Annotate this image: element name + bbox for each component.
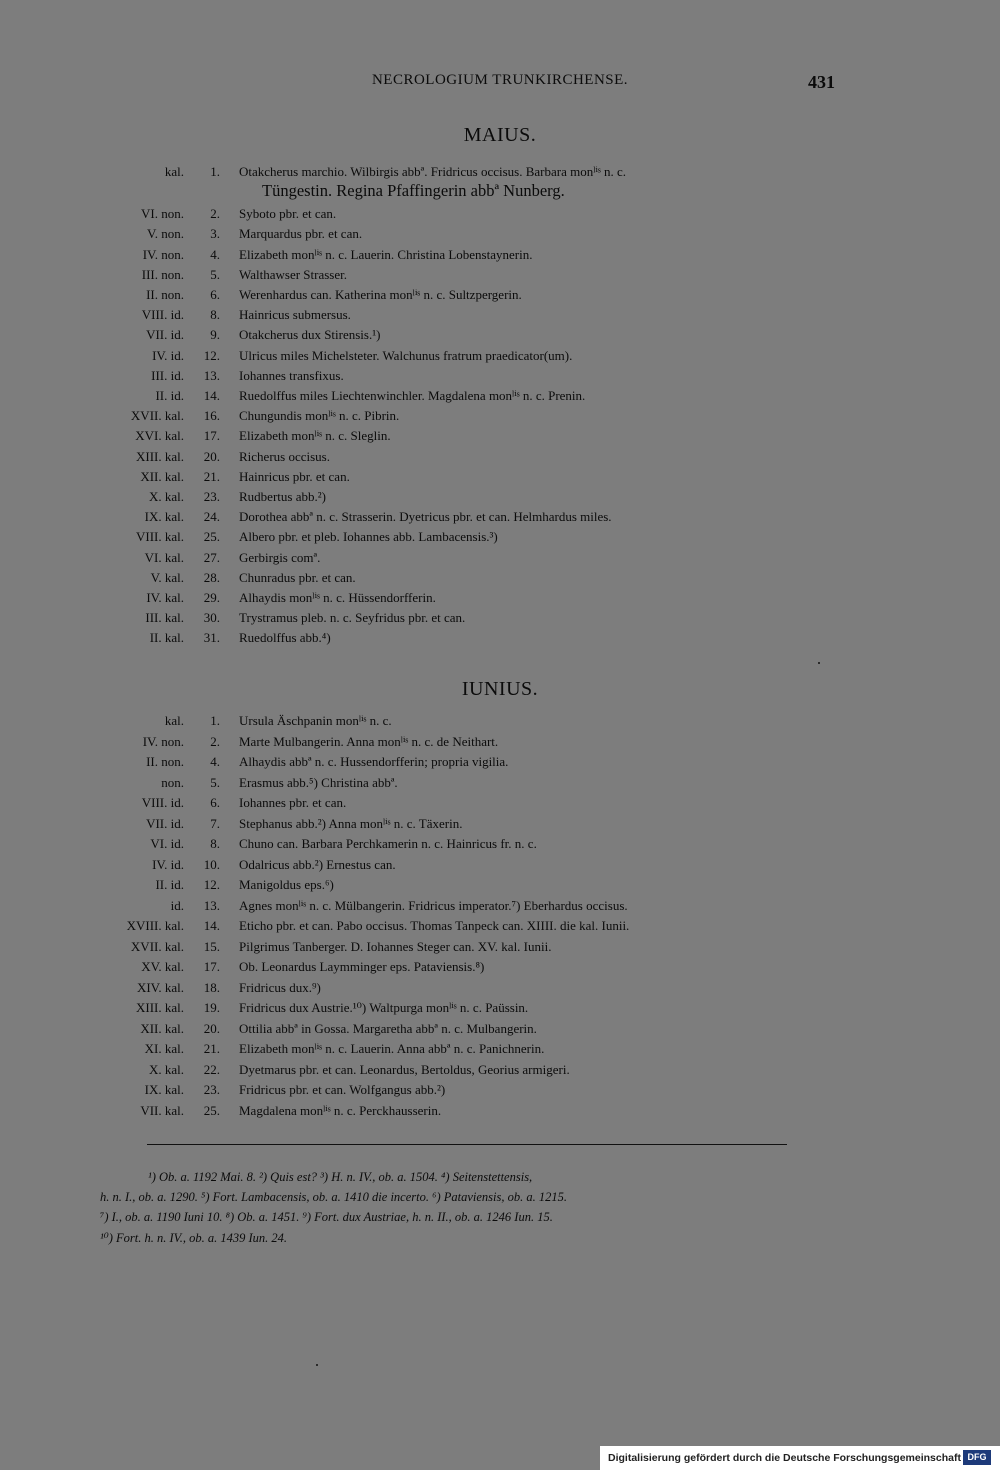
entry-day-number: 8. bbox=[210, 307, 220, 323]
credit-text: Digitalisierung gefördert durch die Deutsche Forschungsgemeinschaft bbox=[608, 1452, 961, 1464]
entry-row bbox=[0, 816, 1000, 836]
entry-row bbox=[0, 287, 1000, 307]
entry-row bbox=[0, 327, 1000, 347]
entry-day-number: 5. bbox=[210, 774, 220, 790]
entry-date: III. kal. bbox=[145, 610, 184, 626]
entry-row bbox=[0, 388, 1000, 408]
entry-row bbox=[0, 1103, 1000, 1123]
entry-row bbox=[0, 509, 1000, 529]
entry-day-number: 18. bbox=[203, 979, 220, 995]
entry-row bbox=[0, 918, 1000, 938]
entry-date: XII. kal. bbox=[140, 1020, 184, 1036]
entry-row bbox=[0, 713, 1000, 733]
entry-row bbox=[0, 795, 1000, 815]
entry-date: VI. non. bbox=[141, 206, 184, 222]
entry-row bbox=[0, 857, 1000, 877]
entry-row bbox=[0, 836, 1000, 856]
entry-day-number: 4. bbox=[210, 754, 220, 769]
entry-date: IV. id. bbox=[152, 856, 184, 872]
entry-date: II. kal. bbox=[149, 630, 184, 646]
entry-day-number: 6. bbox=[210, 795, 220, 810]
entry-row bbox=[0, 368, 1000, 388]
footnote-line: ¹⁰) Fort. h. n. IV., ob. a. 1439 Iun. 24. bbox=[100, 1231, 287, 1245]
entry-text: Iohannes pbr. et can. bbox=[239, 795, 347, 810]
entry-day-number: 1. bbox=[210, 713, 220, 728]
entry-date: XIII. kal. bbox=[135, 448, 184, 464]
entry-day-number: 21. bbox=[203, 1041, 220, 1056]
footnote-line: ⁷) I., ob. a. 1190 Iuni 10. ⁸) Ob. a. 1451. ⁹) Fort. dux Austriae, h. n. II., ob. a. 1246 Iun. 15. bbox=[100, 1210, 553, 1224]
entry-day-number: 28. bbox=[203, 569, 220, 585]
entry-date: XVII. kal. bbox=[130, 408, 184, 424]
entry-row bbox=[0, 1062, 1000, 1082]
entry-text: Otakcherus marchio. Wilbirgis abbª. Fridricus occisus. Barbara monˡⁱˢ n. c. bbox=[239, 164, 627, 179]
entry-date: XV. kal. bbox=[141, 959, 184, 974]
entry-date: IV. non. bbox=[142, 733, 184, 749]
entry-text: Ruedolffus miles Liechtenwinchler. Magdalena monˡⁱˢ n. c. Prenin. bbox=[239, 388, 586, 403]
footnote-line: ¹) Ob. a. 1192 Mai. 8. ²) Quis est? ³) H. n. IV., ob. a. 1504. ⁴) Seitenstettensis, bbox=[148, 1170, 533, 1184]
entry-date: V. non. bbox=[147, 226, 184, 242]
entry-text: Fridricus pbr. et can. Wolfgangus abb.²) bbox=[239, 1082, 446, 1097]
entry-row bbox=[0, 206, 1000, 226]
entry-row bbox=[0, 630, 1000, 650]
entry-day-number: 10. bbox=[203, 856, 220, 872]
entry-day-number: 20. bbox=[203, 1020, 220, 1036]
entry-continuation: Tüngestin. Regina Pfaffingerin abbª Nunberg. bbox=[262, 181, 565, 201]
entry-row bbox=[0, 550, 1000, 570]
entry-date: III. id. bbox=[151, 367, 184, 383]
entry-date: IX. kal. bbox=[144, 1082, 184, 1097]
section-title-iunius: IUNIUS. bbox=[461, 678, 539, 700]
entry-text: Dorothea abbª n. c. Strasserin. Dyetricus pbr. et can. Helmhardus miles. bbox=[239, 509, 612, 525]
entry-day-number: 22. bbox=[203, 1061, 220, 1077]
entry-day-number: 2. bbox=[210, 733, 220, 749]
entry-text: Manigoldus eps.⁶) bbox=[239, 877, 334, 892]
entry-row bbox=[0, 734, 1000, 754]
entry-row bbox=[0, 428, 1000, 448]
entry-day-number: 1. bbox=[210, 164, 220, 179]
running-title: NECROLOGIUM TRUNKIRCHENSE. bbox=[371, 72, 629, 88]
entry-day-number: 17. bbox=[203, 959, 220, 974]
entry-row bbox=[0, 1021, 1000, 1041]
entry-day-number: 29. bbox=[203, 590, 220, 605]
entry-row bbox=[0, 754, 1000, 774]
footnote-line: h. n. I., ob. a. 1290. ⁵) Fort. Lambacensis, ob. a. 1410 die incerto. ⁶) Pataviensis, ob. a. 1215. bbox=[100, 1190, 567, 1204]
entry-day-number: 24. bbox=[203, 509, 220, 525]
entry-day-number: 31. bbox=[203, 630, 220, 646]
entry-row bbox=[0, 959, 1000, 979]
entry-date: XI. kal. bbox=[144, 1041, 184, 1056]
entry-date: III. non. bbox=[141, 266, 184, 282]
entry-date: II. id. bbox=[155, 388, 184, 403]
entry-text: Fridricus dux Austrie.¹⁰) Waltpurga monˡⁱˢ n. c. Paüssin. bbox=[239, 1000, 529, 1015]
entry-date: XII. kal. bbox=[140, 468, 184, 484]
entry-text: Rudbertus abb.²) bbox=[239, 489, 326, 504]
page-number: 431 bbox=[808, 72, 835, 92]
entry-date: VIII. id. bbox=[141, 795, 184, 810]
entry-day-number: 13. bbox=[203, 367, 220, 383]
entry-row bbox=[0, 1082, 1000, 1102]
entry-row bbox=[0, 348, 1000, 368]
entry-text: Magdalena monˡⁱˢ n. c. Perckhausserin. bbox=[239, 1102, 442, 1118]
entry-date: XIV. kal. bbox=[136, 979, 184, 995]
entry-text: Chungundis monˡⁱˢ n. c. Pibrin. bbox=[239, 408, 400, 424]
entry-date: IV. non. bbox=[142, 246, 184, 262]
entry-row bbox=[0, 469, 1000, 489]
entry-date: IX. kal. bbox=[144, 509, 184, 525]
entry-day-number: 23. bbox=[203, 489, 220, 504]
entry-date: non. bbox=[161, 774, 184, 790]
entry-row bbox=[0, 570, 1000, 590]
entry-text: Chunradus pbr. et can. bbox=[239, 569, 356, 585]
entry-row bbox=[0, 529, 1000, 549]
entry-day-number: 7. bbox=[210, 815, 220, 831]
entry-date: IV. kal. bbox=[146, 590, 184, 605]
footnote-divider bbox=[147, 1144, 787, 1145]
entry-day-number: 15. bbox=[203, 938, 220, 954]
entry-row bbox=[0, 939, 1000, 959]
entry-date: II. id. bbox=[155, 877, 184, 892]
entry-text: Hainricus submersus. bbox=[239, 307, 351, 323]
entry-date: II. non. bbox=[146, 754, 184, 769]
speck-mark bbox=[818, 662, 820, 664]
entry-text: Elizabeth monˡⁱˢ n. c. Lauerin. Christina Lobenstaynerin. bbox=[239, 246, 533, 262]
entry-day-number: 25. bbox=[203, 1102, 220, 1118]
entry-day-number: 16. bbox=[203, 408, 220, 424]
dfg-logo-icon: DFG bbox=[963, 1450, 991, 1465]
entry-text: Marte Mulbangerin. Anna monˡⁱˢ n. c. de Neithart. bbox=[239, 733, 499, 749]
entry-day-number: 21. bbox=[203, 468, 220, 484]
entry-text: Chuno can. Barbara Perchkamerin n. c. Hainricus fr. n. c. bbox=[239, 836, 537, 851]
entry-text: Albero pbr. et pleb. Iohannes abb. Lambacensis.³) bbox=[239, 529, 498, 545]
entry-text: Pilgrimus Tanberger. D. Iohannes Steger can. XV. kal. Iunii. bbox=[239, 938, 552, 954]
entry-text: Marquardus pbr. et can. bbox=[239, 226, 363, 242]
entry-row bbox=[0, 226, 1000, 246]
entry-row bbox=[0, 449, 1000, 469]
entry-date: kal. bbox=[164, 164, 184, 179]
entry-day-number: 23. bbox=[203, 1082, 220, 1097]
entry-text: Walthawser Strasser. bbox=[239, 266, 347, 282]
entry-day-number: 30. bbox=[203, 610, 220, 626]
entry-text: Syboto pbr. et can. bbox=[239, 206, 337, 222]
entry-text: Fridricus dux.⁹) bbox=[239, 979, 321, 995]
entry-row bbox=[0, 267, 1000, 287]
entry-row bbox=[0, 307, 1000, 327]
entry-date: VII. kal. bbox=[140, 1102, 184, 1118]
entry-date: V. kal. bbox=[150, 569, 184, 585]
entry-day-number: 8. bbox=[210, 836, 220, 851]
entry-date: id. bbox=[170, 897, 184, 913]
entry-row bbox=[0, 610, 1000, 630]
entry-date: X. kal. bbox=[148, 1061, 184, 1077]
entry-text: Ottilia abbª in Gossa. Margaretha abbª n. c. Mulbangerin. bbox=[239, 1020, 537, 1036]
entry-day-number: 6. bbox=[210, 287, 220, 302]
entry-row bbox=[0, 1000, 1000, 1020]
entry-row bbox=[0, 1041, 1000, 1061]
entry-day-number: 3. bbox=[210, 226, 220, 242]
entry-date: VI. id. bbox=[150, 836, 184, 851]
entry-text: Richerus occisus. bbox=[239, 448, 330, 464]
entry-date: VII. id. bbox=[146, 327, 184, 343]
entry-text: Alhaydis abbª n. c. Hussendorfferin; propria vigilia. bbox=[239, 754, 509, 769]
entry-day-number: 17. bbox=[203, 428, 220, 444]
entry-day-number: 14. bbox=[203, 918, 220, 933]
digitization-credit-bar bbox=[600, 1446, 1000, 1470]
entry-row bbox=[0, 775, 1000, 795]
entry-date: VII. id. bbox=[146, 815, 184, 831]
entry-day-number: 12. bbox=[203, 347, 220, 363]
entry-text: Hainricus pbr. et can. bbox=[239, 468, 350, 484]
entry-day-number: 19. bbox=[203, 1000, 220, 1015]
entry-row bbox=[0, 590, 1000, 610]
entry-text: Ulricus miles Michelsteter. Walchunus fratrum praedicator(um). bbox=[239, 347, 573, 363]
entry-row bbox=[0, 489, 1000, 509]
entry-text: Elizabeth monˡⁱˢ n. c. Sleglin. bbox=[239, 428, 391, 444]
entry-day-number: 27. bbox=[203, 549, 220, 565]
entry-row bbox=[0, 247, 1000, 267]
entry-text: Ruedolffus abb.⁴) bbox=[239, 630, 331, 646]
entry-day-number: 4. bbox=[210, 246, 220, 262]
entry-day-number: 12. bbox=[203, 877, 220, 892]
entry-text: Iohannes transfixus. bbox=[239, 367, 344, 383]
entry-day-number: 13. bbox=[203, 897, 220, 913]
entry-text: Ob. Leonardus Laymminger eps. Pataviensis.⁸) bbox=[239, 959, 485, 974]
entry-day-number: 20. bbox=[203, 448, 220, 464]
entry-day-number: 14. bbox=[203, 388, 220, 403]
entry-date: XIII. kal. bbox=[135, 1000, 184, 1015]
entry-row bbox=[0, 408, 1000, 428]
entry-day-number: 25. bbox=[203, 529, 220, 545]
speck-mark bbox=[316, 1364, 318, 1366]
entry-date: IV. id. bbox=[152, 347, 184, 363]
entry-day-number: 2. bbox=[210, 206, 220, 222]
entry-text: Trystramus pleb. n. c. Seyfridus pbr. et can. bbox=[239, 610, 466, 626]
entry-text: Elizabeth monˡⁱˢ n. c. Lauerin. Anna abbª n. c. Panichnerin. bbox=[239, 1041, 545, 1056]
entry-row bbox=[0, 877, 1000, 897]
entry-text: Stephanus abb.²) Anna monˡⁱˢ n. c. Täxerin. bbox=[239, 815, 463, 831]
entry-date: VIII. kal. bbox=[135, 529, 184, 545]
entry-text: Werenhardus can. Katherina monˡⁱˢ n. c. Sultzpergerin. bbox=[239, 287, 522, 302]
entry-date: XVIII. kal. bbox=[126, 918, 184, 933]
entry-text: Agnes monˡⁱˢ n. c. Mülbangerin. Fridricus imperator.⁷) Eberhardus occisus. bbox=[239, 897, 628, 913]
entry-text: Otakcherus dux Stirensis.¹) bbox=[239, 327, 381, 343]
entry-text: Erasmus abb.⁵) Christina abbª. bbox=[239, 774, 398, 790]
section-title-maius: MAIUS. bbox=[463, 124, 537, 146]
entry-date: VI. kal. bbox=[144, 549, 184, 565]
entry-row bbox=[0, 980, 1000, 1000]
entry-text: Eticho pbr. et can. Pabo occisus. Thomas Tanpeck can. XIIII. die kal. Iunii. bbox=[239, 918, 630, 933]
entry-text: Dyetmarus pbr. et can. Leonardus, Bertoldus, Georius armigeri. bbox=[239, 1061, 570, 1077]
entry-text: Ursula Äschpanin monˡⁱˢ n. c. bbox=[239, 713, 392, 728]
entry-day-number: 5. bbox=[210, 266, 220, 282]
entry-date: kal. bbox=[164, 713, 184, 728]
entry-date: XVI. kal. bbox=[135, 428, 184, 444]
entry-row bbox=[0, 898, 1000, 918]
entry-date: X. kal. bbox=[148, 489, 184, 504]
entry-date: VIII. id. bbox=[141, 307, 184, 323]
entry-text: Alhaydis monˡⁱˢ n. c. Hüssendorfferin. bbox=[239, 590, 436, 605]
entry-text: Odalricus abb.²) Ernestus can. bbox=[239, 856, 396, 872]
entry-day-number: 9. bbox=[210, 327, 220, 343]
entry-text: Gerbirgis comª. bbox=[239, 549, 321, 565]
entry-date: XVII. kal. bbox=[130, 938, 184, 954]
entry-date: II. non. bbox=[146, 287, 184, 302]
